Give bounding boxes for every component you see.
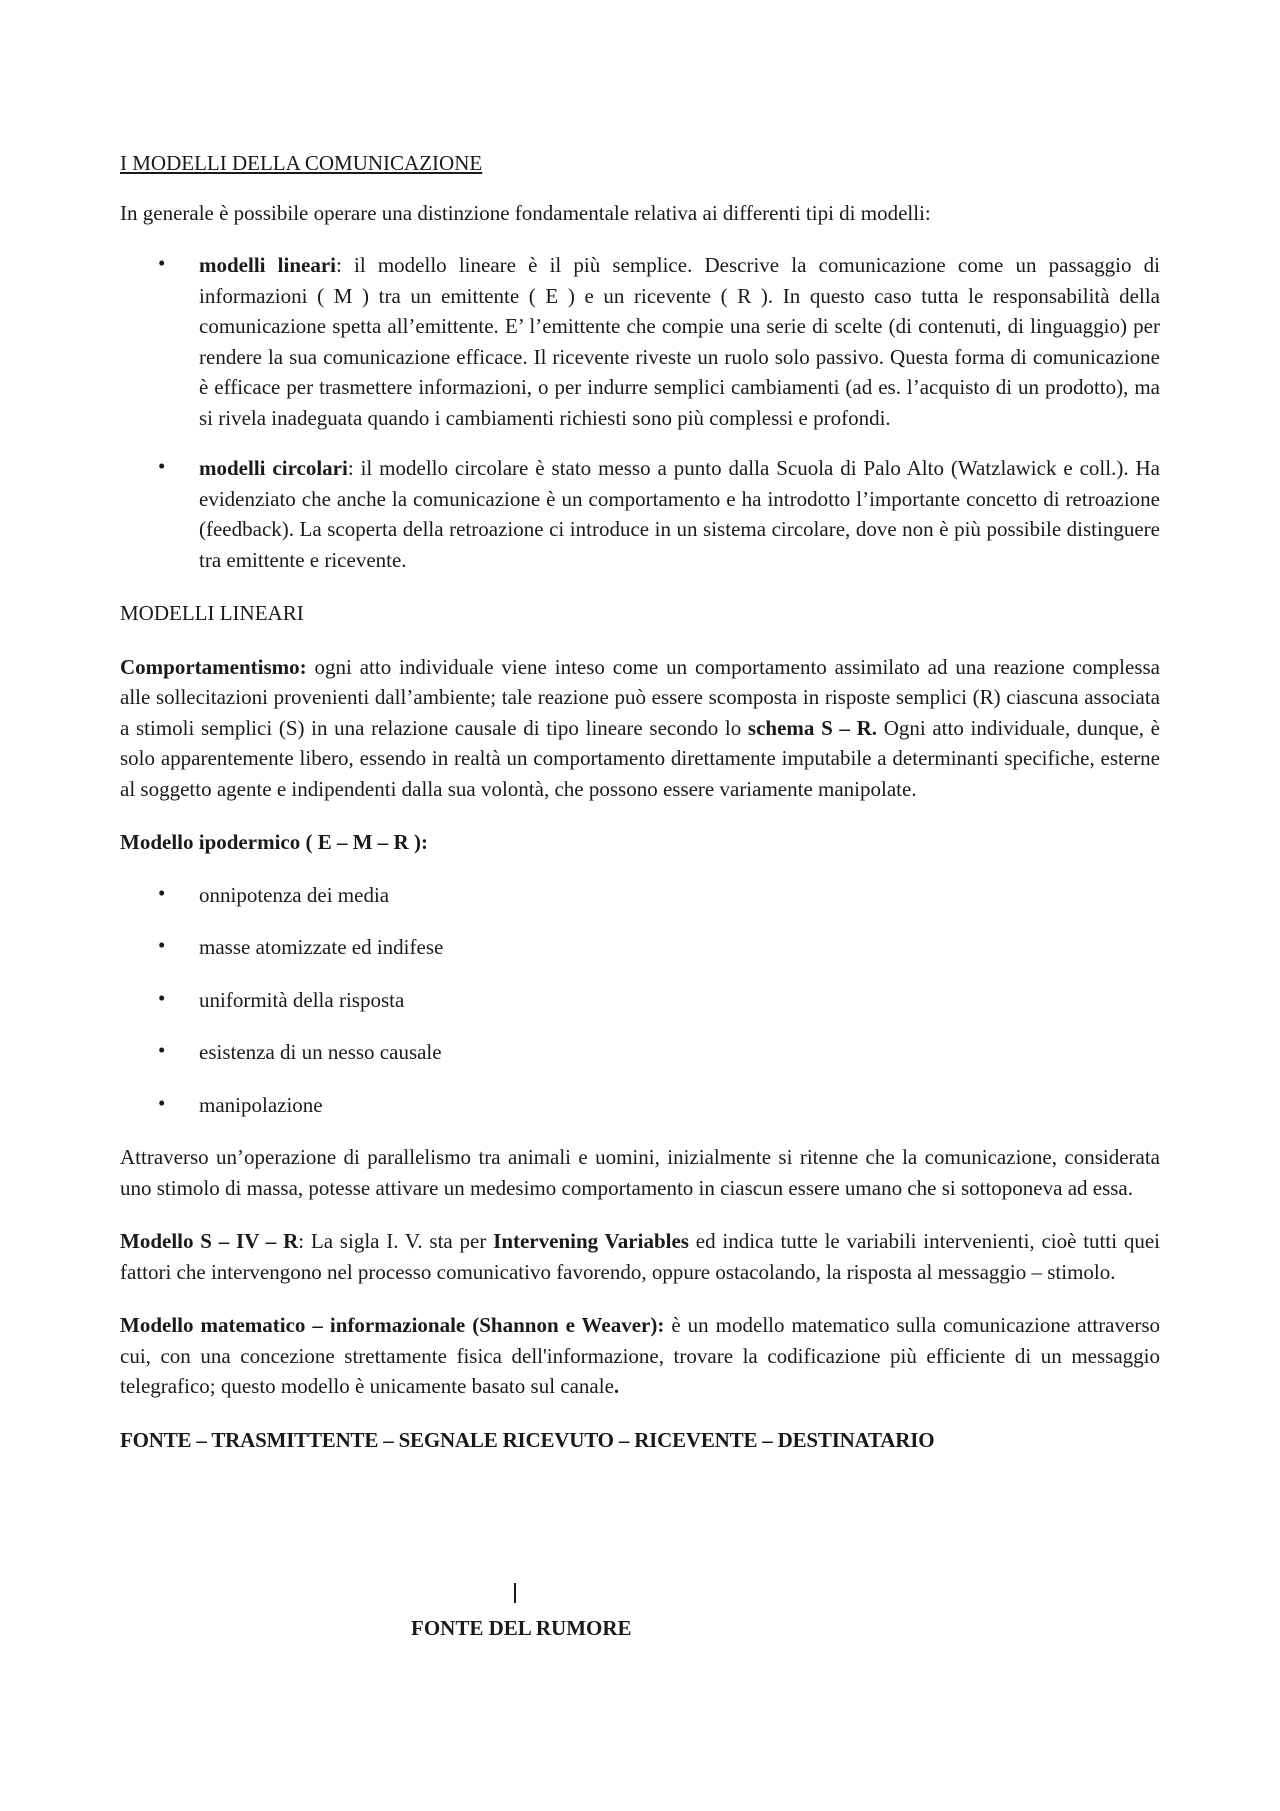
document-title: I MODELLI DELLA COMUNICAZIONE bbox=[120, 151, 483, 175]
term-linear-models: modelli lineari bbox=[199, 253, 336, 277]
linear-models-description: : il modello lineare è il più semplice. Descrive la comunicazione come un passaggio di informazioni ( M ) tra un emittente ( E ) e un ricevente ( R ). In questo caso tutta le responsabilità della comunicazione spetta all’emittente. E’ l’emittente che compie una serie di scelte (di contenuti, di linguaggio) per rendere la sua comunicazione efficace. Il ricevente riveste un ruolo solo passivo. Questa forma di comunicazione è efficace per trasmettere informazioni, o per indurre semplici cambiamenti (ad es. l’acquisto di un prodotto), ma si rivela inadeguata quando i cambiamenti richiesti sono più complessi e profondi. bbox=[199, 253, 1161, 430]
parallelism-paragraph: Attraverso un’operazione di parallelismo tra animali e uomini, inizialmente si ritenne che la comunicazione, considerata uno stimolo di massa, potesse attivare un medesimo comportamento in ciascun essere umano che si sottoponeva ad essa. bbox=[120, 1145, 1160, 1200]
bullet-icon: • bbox=[158, 1090, 166, 1115]
behaviorism-paragraph bbox=[120, 652, 1160, 805]
siv-model-term: Intervening Variables bbox=[493, 1229, 689, 1253]
siv-model-text-1: : La sigla I. V. sta per bbox=[298, 1229, 494, 1253]
intro-paragraph: In generale è possibile operare una distinzione fondamentale relativa ai differenti tipi di modelli: bbox=[120, 200, 931, 225]
bullet-icon: • bbox=[158, 880, 166, 905]
list-item bbox=[120, 250, 1160, 433]
communication-chain-text: FONTE – TRASMITTENTE – SEGNALE RICEVUTO – RICEVENTE – DESTINATARIO bbox=[120, 1427, 935, 1452]
bullet-icon: • bbox=[158, 933, 166, 957]
hypodermic-heading bbox=[120, 827, 1160, 858]
siv-model-label: Modello S – IV – R bbox=[120, 1229, 299, 1253]
circular-models-description: : il modello circolare è stato messo a punto dalla Scuola di Palo Alto (Watzlawick e coll.). Ha evidenziato che anche la comunicazione è un comportamento e ha introdotto l’importante concetto di retroazione (feedback). La scoperta della retroazione ci introduce in un sistema circolare, dove non è più possibile distinguere tra emittente e ricevente. bbox=[199, 456, 1161, 572]
bullet-icon: • bbox=[158, 454, 166, 478]
list-item-text: onnipotenza dei media bbox=[199, 882, 390, 907]
list-item-text: uniformità della risposta bbox=[199, 987, 405, 1012]
model-types-list bbox=[120, 250, 1160, 575]
behaviorism-text-2: Ogni atto individuale, dunque, è solo apparentemente libero, essendo in realtà un comportamento direttamente imputabile a determinanti specifiche, esterne al soggetto agente e indipendenti dalla sua volontà, che possono essere variamente manipolate. bbox=[120, 715, 1160, 801]
list-item-text: manipolazione bbox=[199, 1092, 323, 1117]
communication-chain bbox=[120, 1425, 1160, 1456]
document-page bbox=[120, 148, 1161, 1640]
list-item bbox=[120, 453, 1160, 575]
behaviorism-schema: schema S – R. bbox=[747, 715, 878, 740]
math-model-label: Modello matematico – informazionale (Shannon e Weaver): bbox=[120, 1313, 665, 1337]
list-item bbox=[120, 932, 1160, 963]
hypodermic-heading-text: Modello ipodermico ( E – M – R ): bbox=[120, 830, 428, 854]
hypodermic-list bbox=[120, 880, 1160, 1121]
siv-model-text-2: ed indica tutte le variabili intervenienti, cioè tutti quei fattori che intervengono nel processo comunicativo favorendo, oppure ostacolando, la risposta al messaggio – stimolo. bbox=[120, 1229, 1160, 1284]
noise-source-text: FONTE DEL RUMORE bbox=[411, 1616, 632, 1640]
behaviorism-label: Comportamentismo: bbox=[120, 654, 307, 679]
term-circular-models: modelli circolari bbox=[199, 456, 348, 480]
list-item-text: masse atomizzate ed indifese bbox=[199, 935, 444, 959]
list-item bbox=[120, 1037, 1160, 1068]
bullet-icon: • bbox=[158, 251, 166, 275]
noise-connector-line bbox=[514, 1583, 516, 1603]
list-item bbox=[120, 880, 1160, 911]
bullet-icon: • bbox=[158, 985, 166, 1010]
list-item bbox=[120, 1090, 1160, 1121]
noise-source bbox=[411, 1613, 632, 1644]
math-model-paragraph bbox=[120, 1310, 1160, 1402]
behaviorism-text-1: ogni atto individuale viene inteso come un comportamento assimilato ad una reazione complessa alle sollecitazioni provenienti dall’ambiente; tale reazione può essere scomposta in risposte semplici (R) ciascuna associata a stimoli semplici (S) in una relazione causale di tipo lineare secondo lo bbox=[120, 654, 1160, 740]
math-model-text: è un modello matematico sulla comunicazione attraverso cui, con una concezione strettamente fisica dell'informazione, trovare la codificazione più efficiente di un messaggio telegrafico; questo modello è unicamente basato sul canale bbox=[120, 1313, 1160, 1398]
siv-model-paragraph bbox=[120, 1226, 1160, 1287]
section-heading-linear-models: MODELLI LINEARI bbox=[120, 601, 304, 625]
list-item-text: esistenza di un nesso causale bbox=[199, 1040, 442, 1064]
list-item bbox=[120, 985, 1160, 1016]
math-model-end-mark: . bbox=[613, 1374, 620, 1398]
bullet-icon: • bbox=[158, 1038, 166, 1062]
